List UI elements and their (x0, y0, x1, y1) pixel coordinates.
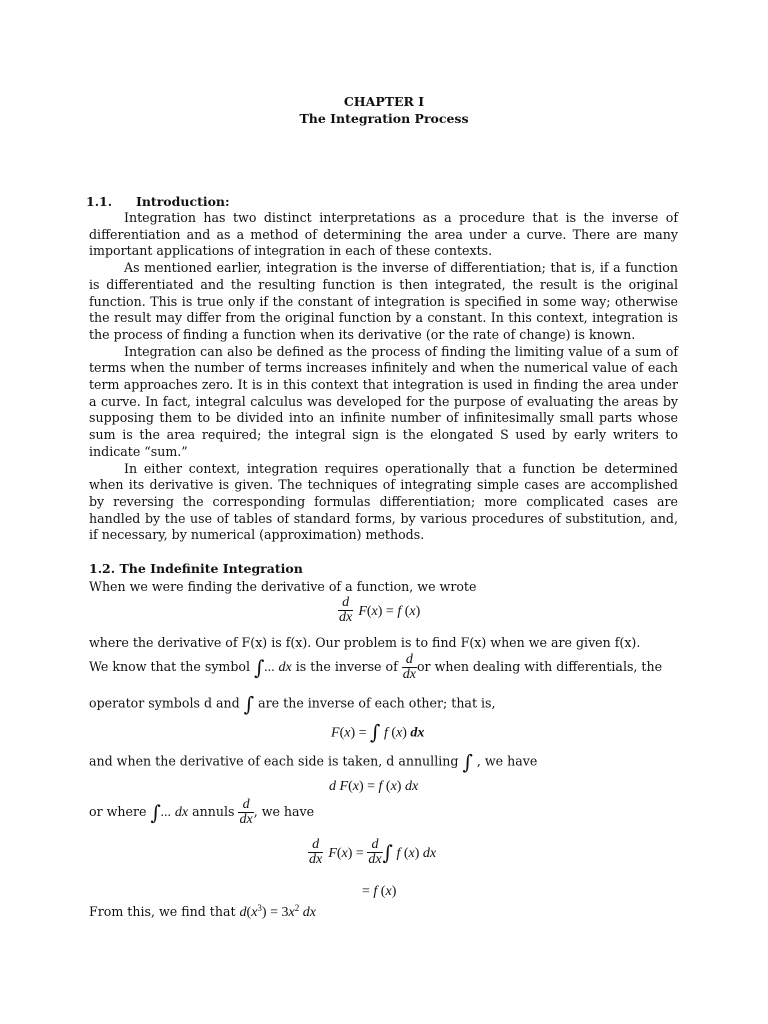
paragraph: Integration has two distinct interpretations as a procedure that is the inverse of differentiation and as a method of determining the area under a curve. There are many important applications of integration in each of these contexts. (89, 210, 678, 259)
chapter-label: CHAPTER I (343, 94, 425, 109)
section-2-title: 1.2. The Indefinite Integration (89, 561, 303, 576)
equation-derivative: $\frac{d}{dx}$ F(x) = f (x) (339, 595, 421, 625)
text-line: When we were finding the derivative of a function, we wrote (89, 579, 477, 594)
section-1-number: 1.1. (86, 194, 113, 209)
equation-differential: d F(x) = f (x) dx (329, 779, 419, 794)
equation-result: = f (x) (362, 884, 397, 899)
text-line-inverse: We know that the symbol ∫... dx is the inverse of $\frac{d}{dx}$ or when dealing with differentials, the (89, 652, 663, 682)
equation-example: d (239, 905, 247, 921)
text-line-annuls: or where ∫... dx annuls $\frac{d}{dx}$ , we have (89, 797, 315, 827)
paragraph: Integration can also be defined as the process of finding the limiting value of a sum of terms when the number of terms increases infinitely and when the numerical value of each term approaches zero. It is in this context that integration is used in finding the area under a curve. In fact, integral calculus was developed for the purpose of evaluating the areas by supposing them to be divided into an infinite number of infinitesimally small parts whose sum is the area required; the integral sign is the elongated S used by early writers to indicate “sum.” (89, 343, 678, 459)
text-line-operators: operator symbols d and ∫ are the inverse of each other; that is, (89, 692, 496, 716)
section-1-title: Introduction: (136, 194, 230, 209)
paragraph: In either context, integration requires operationally that a function be determined when its derivative is given. The techniques of integrating simple cases are accomplished by reversing the corresponding formulas differentiation; more complicated cases are handled by the use of tables of standard forms, by various procedures of substitution, and, if necessary, by numerical (approximation) methods. (89, 460, 678, 543)
equation-integral: F(x) = ∫ f (x) dx (331, 720, 425, 744)
text-line-example: From this, we find that $d(x^3) = 3x^2$ dx (89, 903, 316, 921)
text-line-annulling: and when the derivative of each side is taken, d annulling ∫ , we have (89, 750, 538, 774)
paragraph: As mentioned earlier, integration is the inverse of differentiation; that is, if a function is differentiated and the resulting function is then integrated, the result is the original function. This is true only if the constant of integration is specified in some way; otherwise the result may differ from the original function by a constant. In this context, integration is the process of finding a function when its derivative (or the rate of change) is known. (89, 260, 678, 342)
introduction-body (89, 210, 678, 544)
text-line: where the derivative of F(x) is f(x). Our problem is to find F(x) when we are given f(x). (89, 635, 641, 650)
chapter-title: The Integration Process (299, 111, 469, 126)
equation-derivative-of-integral: $\frac{d}{dx}$ F(x) = $\frac{d}{dx}$ ∫ f (x) dx (309, 837, 437, 867)
